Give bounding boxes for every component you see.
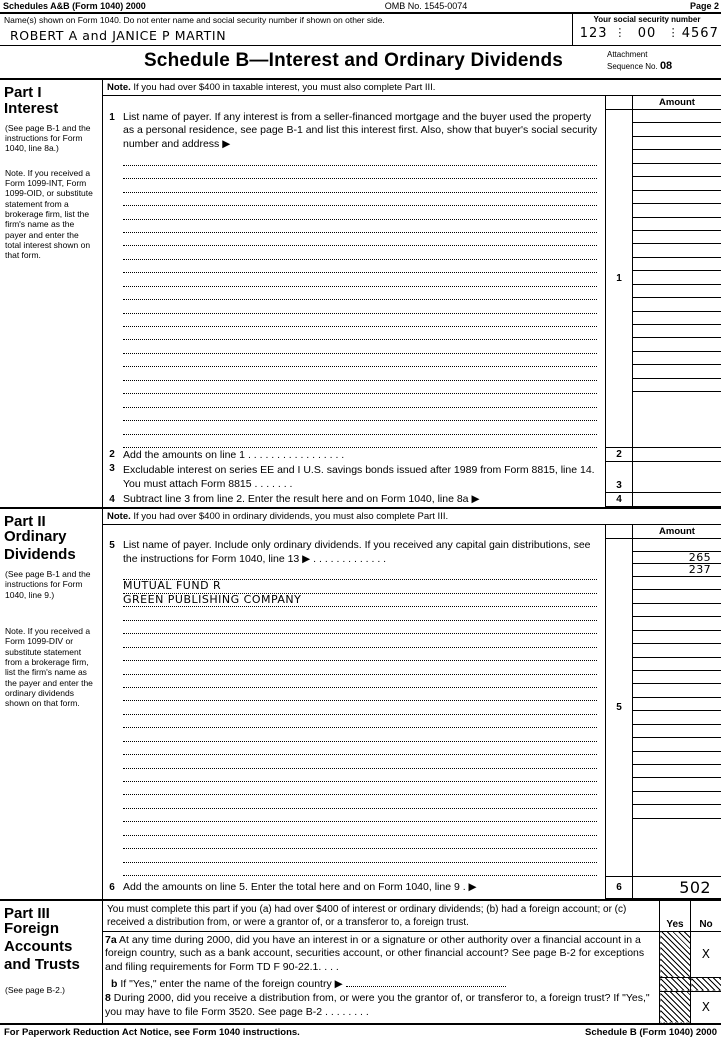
part3-intro: You must complete this part if you (a) had over $400 of interest or ordinary dividends; (b) had a foreign account; or (c) received a distribution from, or were a grantor of, or a transferor to, a foreign trust. xyxy=(103,901,660,932)
name-instruction: Name(s) shown on Form 1040. Do not enter name and social security number if shown on other side. xyxy=(4,15,568,25)
line1-entry-line xyxy=(123,408,597,421)
line6-amount[interactable]: 502 xyxy=(633,876,721,898)
amount-cell xyxy=(633,711,721,724)
amount-cell xyxy=(633,325,721,338)
q7a-yes-blocked xyxy=(660,931,691,977)
amount-cell xyxy=(633,191,721,204)
ssn-group-2: 00 xyxy=(626,26,667,41)
amount-cell xyxy=(633,644,721,657)
amount-cell xyxy=(633,365,721,378)
line2-amount[interactable] xyxy=(633,448,721,462)
part2-amount-header: Amount xyxy=(633,525,721,539)
part1-table xyxy=(103,96,721,507)
part3-note: (See page B-2.) xyxy=(1,975,101,995)
q7b-fill-line[interactable] xyxy=(346,986,506,987)
part2-line5-row xyxy=(103,538,721,876)
part2-title: Part II xyxy=(1,510,101,530)
part3-intro-row xyxy=(103,901,721,932)
part3-q7b-row xyxy=(103,977,721,991)
part1-note-2: Note. If you received a Form 1099-INT, Form 1099-OID, or substitute statement from a brokerage firm, list the firm's name as the payer and enter the total interest shown on that form. xyxy=(1,154,101,261)
form-body xyxy=(0,80,721,1023)
q7a-number: 7a xyxy=(105,934,117,946)
amount-cell xyxy=(633,218,721,231)
name-ssn-block xyxy=(0,14,721,46)
line5-number: 5 xyxy=(103,538,121,876)
line5-label: List name of payer. Include only ordinary dividends. If you received any capital gain distributions, see the instructions for Form 1040, line 13 ▶ xyxy=(123,539,591,565)
line5-entry-line xyxy=(123,769,597,782)
part2-row xyxy=(0,508,721,900)
part2-note-banner-text: If you had over $400 in ordinary dividends, you must also complete Part III. xyxy=(133,511,448,522)
form-header-bar xyxy=(0,0,721,12)
q7b-cell xyxy=(103,977,660,991)
line1-entry-line xyxy=(123,354,597,367)
line5-entry-line xyxy=(123,755,597,768)
amount-cell xyxy=(633,338,721,351)
amount-cell xyxy=(633,792,721,805)
q8-cell xyxy=(103,991,660,1023)
part1-left-column xyxy=(0,80,103,508)
line5-entry-line xyxy=(123,728,597,741)
form-footer xyxy=(0,1023,721,1040)
ssn-value[interactable] xyxy=(573,24,721,43)
line4-box-number: 4 xyxy=(606,492,633,506)
part1-note-banner-text: If you had over $400 in taxable interest, you must also complete Part III. xyxy=(133,82,435,93)
page-title: Schedule B—Interest and Ordinary Dividends xyxy=(100,46,607,78)
part3-q7a-row xyxy=(103,931,721,977)
line1-entry-line xyxy=(123,193,597,206)
line5-entry-line xyxy=(123,634,597,647)
part2-left-column xyxy=(0,508,103,900)
line1-entry-line xyxy=(123,233,597,246)
amount-cell xyxy=(633,164,721,177)
amount-cell xyxy=(633,698,721,711)
line2-dots: . . . . . . . . . . . . . . . . . xyxy=(248,449,344,461)
amount-cell xyxy=(633,805,721,818)
part1-line3-row xyxy=(103,462,721,492)
part3-subtitle-2: Accounts xyxy=(1,939,101,957)
part2-note-2: Note. If you received a Form 1099-DIV or substitute statement from a brokerage firm, list the firm's name as the payer and enter the ordinary dividends shown on that form. xyxy=(1,600,101,709)
q7b-text: If "Yes," enter the name of the foreign country ▶ xyxy=(120,978,342,990)
part1-right-column xyxy=(103,80,721,508)
line1-entry-line xyxy=(123,152,597,165)
amount-cell[interactable]: 265 xyxy=(633,552,721,564)
amount-cell xyxy=(633,271,721,284)
q7b-number: b xyxy=(105,978,117,990)
line1-entry-line xyxy=(123,246,597,259)
amount-cell xyxy=(633,604,721,617)
line4-text: Subtract line 3 from line 2. Enter the result here and on Form 1040, line 8a ▶ xyxy=(121,492,606,506)
part3-q8-row xyxy=(103,991,721,1023)
amount-cell xyxy=(633,617,721,630)
part1-amount-header-row xyxy=(103,96,721,110)
amount-cell xyxy=(633,204,721,217)
line1-entry-line xyxy=(123,435,597,448)
amount-cell xyxy=(633,231,721,244)
line5-entry-line xyxy=(123,567,597,580)
ssn-divider-2: ⋮ xyxy=(668,26,680,41)
line5-entry-line xyxy=(123,621,597,634)
line3-label: Excludable interest on series EE and I U.S. savings bonds issued after 1989 from Form 8815, line 14. You must attach Form 8815 xyxy=(123,464,595,490)
q8-text: During 2000, did you receive a distribution from, or were you the grantor of, or transferor to, a foreign trust? If "Yes," you may have to file Form 3520. See page B-2 . . . . . . . . xyxy=(105,992,650,1018)
amount-cell xyxy=(633,778,721,791)
ssn-group-1: 123 xyxy=(573,26,614,41)
part1-line4-row xyxy=(103,492,721,506)
line1-entry-line xyxy=(123,220,597,233)
amount-cell xyxy=(633,244,721,257)
part2-right-column xyxy=(103,508,721,900)
line1-entry-line xyxy=(123,340,597,353)
part2-note-banner-bold: Note. xyxy=(107,511,131,522)
amount-cell xyxy=(633,590,721,603)
line1-entry-line xyxy=(123,367,597,380)
line3-dots: . . . . . . . xyxy=(255,478,293,490)
amount-cell[interactable]: 237 xyxy=(633,564,721,576)
part1-amount-header: Amount xyxy=(633,96,721,110)
line1-entry-line xyxy=(123,381,597,394)
line5-payer-name[interactable]: MUTUAL FUND R xyxy=(123,580,597,593)
line2-number: 2 xyxy=(103,448,121,462)
line5-payer-name[interactable]: GREEN PUBLISHING COMPANY xyxy=(123,594,597,607)
line3-number: 3 xyxy=(103,462,121,492)
line3-text xyxy=(121,462,606,492)
amount-cell xyxy=(633,177,721,190)
amount-cell xyxy=(633,379,721,392)
amount-cell xyxy=(633,137,721,150)
line5-entry-line xyxy=(123,661,597,674)
amount-cell xyxy=(633,312,721,325)
amount-cell xyxy=(633,671,721,684)
line5-entry-line xyxy=(123,607,597,620)
line5-entry-line xyxy=(123,863,597,876)
line5-entry-line xyxy=(123,849,597,862)
amount-cell xyxy=(633,352,721,365)
part3-right-column xyxy=(103,900,721,1023)
line5-entry-line xyxy=(123,648,597,661)
part1-note-banner-bold: Note. xyxy=(107,82,131,93)
line5-dots: . . . . . . . . . . . . . xyxy=(313,553,386,565)
amount-cell xyxy=(633,539,721,552)
line1-entry-line xyxy=(123,260,597,273)
line3-box-number: 3 xyxy=(606,462,633,492)
q8-no-checkbox[interactable]: X xyxy=(691,991,721,1023)
paperwork-notice: For Paperwork Reduction Act Notice, see Form 1040 instructions. xyxy=(4,1027,585,1038)
line1-instruction: List name of payer. If any interest is from a seller-financed mortgage and the buyer used the property as a personal residence, see page B-1 and list this interest first. Also, show that buyer's social security number and address ▶ xyxy=(123,111,601,153)
amount-cell xyxy=(633,392,721,404)
line6-box-number: 6 xyxy=(606,876,633,898)
line1-entry-line xyxy=(123,314,597,327)
part1-line1-row xyxy=(103,110,721,448)
q8-number: 8 xyxy=(105,992,111,1004)
line1-entry-lines[interactable] xyxy=(123,152,601,448)
schedule-title-row xyxy=(0,46,721,80)
amount-cell xyxy=(633,752,721,765)
name-cell xyxy=(0,14,573,45)
part3-row xyxy=(0,900,721,1023)
page-number: Page 2 xyxy=(659,1,719,11)
ssn-group-3: 4567 xyxy=(680,26,721,41)
line5-instruction xyxy=(123,539,601,567)
ssn-label: Your social security number xyxy=(573,14,721,24)
line5-entry-line xyxy=(123,809,597,822)
part3-subtitle-3: and Trusts xyxy=(1,957,101,975)
line6-number: 6 xyxy=(103,876,121,898)
amount-cell xyxy=(633,577,721,590)
line5-entry-line xyxy=(123,675,597,688)
ssn-cell xyxy=(573,14,721,45)
yes-column-header: Yes xyxy=(660,901,691,932)
amount-cell xyxy=(633,123,721,136)
part2-amount-header-row xyxy=(103,525,721,539)
taxpayer-name-value[interactable]: ROBERT A and JANICE P MARTIN xyxy=(4,25,568,45)
q7b-no-blocked xyxy=(691,977,721,991)
line1-entry-line xyxy=(123,421,597,434)
line1-entry-line xyxy=(123,287,597,300)
line5-entry-line xyxy=(123,822,597,835)
amount-cell xyxy=(633,819,721,831)
q7a-text: At any time during 2000, did you have an interest in or a signature or other authority over a financial account in a foreign country, such as a bank account, securities account, or other financial account? See page B-2 for exceptions and filing requirements for Form TD F 90-22.1. . . . xyxy=(105,934,644,974)
line5-entry-line xyxy=(123,688,597,701)
part2-note-1: (See page B-1 and the instructions for Form 1040, line 9.) xyxy=(1,565,101,600)
line4-number: 4 xyxy=(103,492,121,506)
attachment-sequence xyxy=(607,50,721,74)
line4-amount[interactable] xyxy=(633,492,721,506)
line1-entry-line xyxy=(123,327,597,340)
part1-note-1: (See page B-1 and the instructions for Form 1040, line 8a.) xyxy=(1,119,101,154)
part2-subtitle-2: Dividends xyxy=(1,547,101,565)
line5-entry-lines[interactable] xyxy=(123,567,601,876)
amount-cell xyxy=(633,298,721,311)
line5-amount-column[interactable] xyxy=(633,538,721,876)
sequence-label: Sequence No. xyxy=(607,62,658,71)
part2-line6-row xyxy=(103,876,721,898)
line5-entry-line xyxy=(123,795,597,808)
part3-table xyxy=(103,901,721,1023)
amount-cell xyxy=(633,765,721,778)
part2-table xyxy=(103,525,721,899)
line2-box-number: 2 xyxy=(606,448,633,462)
line5-entry-line xyxy=(123,836,597,849)
part2-subtitle-1: Ordinary xyxy=(1,529,101,547)
line1-box-number: 1 xyxy=(606,110,633,448)
footer-schedule-id: Schedule B (Form 1040) 2000 xyxy=(585,1027,717,1038)
line3-amount[interactable] xyxy=(633,462,721,492)
q7a-cell xyxy=(103,931,660,977)
amount-cell xyxy=(633,725,721,738)
line1-entry-line xyxy=(123,166,597,179)
q8-yes-blocked xyxy=(660,991,691,1023)
line2-text xyxy=(121,448,606,462)
part1-line2-row xyxy=(103,448,721,462)
sequence-number: 08 xyxy=(660,60,672,72)
part1-title: Part I xyxy=(1,81,101,101)
q7b-yes-blocked xyxy=(660,977,691,991)
attachment-label: Attachment xyxy=(607,50,717,60)
amount-cell xyxy=(633,150,721,163)
line5-entry-line xyxy=(123,782,597,795)
line1-entry-line xyxy=(123,273,597,286)
line6-text: Add the amounts on line 5. Enter the total here and on Form 1040, line 9 . ▶ xyxy=(121,876,606,898)
line1-entry-line xyxy=(123,394,597,407)
part1-subtitle: Interest xyxy=(1,101,101,119)
omb-number: OMB No. 1545-0074 xyxy=(193,1,659,11)
line2-label: Add the amounts on line 1 xyxy=(123,449,245,461)
line1-entry-line xyxy=(123,206,597,219)
part1-row xyxy=(0,80,721,508)
part3-subtitle-1: Foreign xyxy=(1,921,101,939)
line1-amount-column[interactable] xyxy=(633,110,721,448)
form-id: Schedules A&B (Form 1040) 2000 xyxy=(3,1,193,11)
line5-entry-line xyxy=(123,715,597,728)
amount-cell xyxy=(633,110,721,123)
line5-box-number: 5 xyxy=(606,538,633,876)
amount-cell xyxy=(633,684,721,697)
amount-cell xyxy=(633,285,721,298)
amount-cell xyxy=(633,631,721,644)
amount-cell xyxy=(633,258,721,271)
q7a-no-checkbox[interactable]: X xyxy=(691,931,721,977)
ssn-divider-1: ⋮ xyxy=(614,26,626,41)
amount-cell xyxy=(633,738,721,751)
part1-note-banner xyxy=(103,80,721,96)
line1-entry-line xyxy=(123,179,597,192)
part3-title: Part III xyxy=(1,902,101,922)
line1-entry-line xyxy=(123,300,597,313)
line5-entry-line xyxy=(123,701,597,714)
part3-left-column xyxy=(0,900,103,1023)
no-column-header: No xyxy=(691,901,721,932)
part2-note-banner xyxy=(103,509,721,525)
amount-cell xyxy=(633,658,721,671)
line1-number: 1 xyxy=(103,110,121,448)
line5-entry-line xyxy=(123,742,597,755)
